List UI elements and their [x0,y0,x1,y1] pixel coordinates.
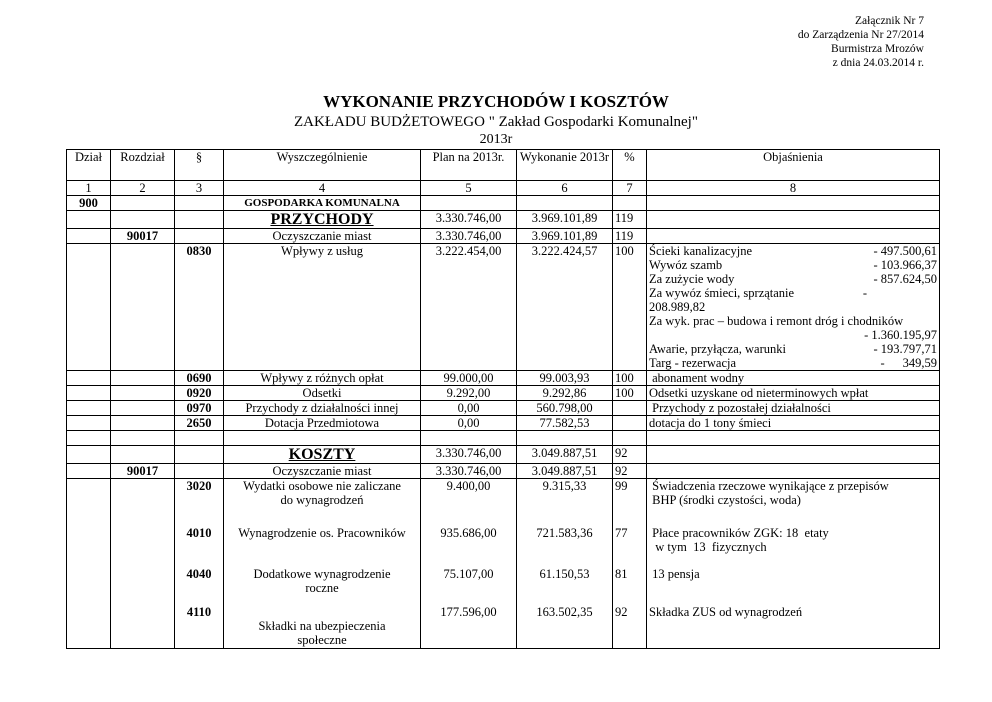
paragraph-plan: 0,00 [421,401,517,416]
note-line: - 1.360.195,97 [864,328,937,342]
rozdzial-code: 90017 [111,464,175,479]
annex-line: Burmistrza Mrozów [831,43,924,55]
header-row [67,150,940,181]
paragraph-name: Wynagrodzenie os. Pracowników [224,519,421,567]
column-number: 7 [613,181,647,196]
paragraph-wykonanie: 9.292,86 [517,386,613,401]
paragraph-wykonanie: 560.798,00 [517,401,613,416]
column-number: 3 [175,181,224,196]
paragraph-percent: 81 [613,567,647,605]
annex-header [798,14,924,70]
note-line: 208.989,82 [649,300,706,314]
header-rozdzial: Rozdział [111,150,175,181]
table-row [67,479,940,519]
column-number: 5 [421,181,517,196]
koszty-wykonanie: 3.049.887,51 [517,446,613,464]
note-line: Za wyk. prac – budowa i remont dróg i chodników [649,314,904,328]
paragraph-note: Składka ZUS od wynagrodzeń [647,605,940,649]
paragraph-wykonanie: 721.583,36 [517,519,613,567]
koszty-label: KOSZTY [288,446,356,463]
note-line: Awarie, przyłącza, warunki - 193.797,71 [649,342,937,356]
column-number: 6 [517,181,613,196]
section-name: GOSPODARKA KOMUNALNA [224,196,421,211]
paragraph-name: Wpływy z różnych opłat [224,371,421,386]
section-row [67,196,940,211]
header-percent: % [613,150,647,181]
paragraph-note: Przychody z pozostałej działalności [647,401,940,416]
table-row [67,567,940,605]
document-title: WYKONANIE PRZYCHODÓW I KOSZTÓW [323,92,669,111]
paragraph-code: 4010 [175,519,224,567]
paragraph-plan: 9.400,00 [421,479,517,519]
paragraph-note: 13 pensja [647,567,940,605]
table-row [67,229,940,244]
table-row [67,605,940,649]
note-line: Za wywóz śmieci, sprzątanie - [649,286,867,300]
table-row [67,519,940,567]
rozdzial-code: 90017 [111,229,175,244]
paragraph-name: Przychody z działalności innej [224,401,421,416]
table-row [67,386,940,401]
paragraph-wykonanie: 3.222.424,57 [517,244,613,371]
paragraph-percent: 77 [613,519,647,567]
paragraph-plan: 935.686,00 [421,519,517,567]
rozdzial-wykonanie: 3.049.887,51 [517,464,613,479]
paragraph-percent [613,416,647,431]
paragraph-wykonanie: 61.150,53 [517,567,613,605]
przychody-total-row [67,211,940,229]
paragraph-code: 0830 [175,244,224,371]
document-subtitle: ZAKŁADU BUDŻETOWEGO " Zakład Gospodarki Komunalnej" [294,114,698,130]
note-line: Za zużycie wody - 857.624,50 [649,272,937,286]
paragraph-percent: 92 [613,605,647,649]
paragraph-name: Dotacja Przedmiotowa [224,416,421,431]
header-dzial: Dział [67,150,111,181]
koszty-total-row [67,446,940,464]
section-dzial: 900 [67,196,111,211]
paragraph-percent [613,401,647,416]
header-paragraph: § [175,150,224,181]
note-line: Wywóz szamb - 103.966,37 [649,258,937,272]
rozdzial-name: Oczyszczanie miast [224,464,421,479]
przychody-label: PRZYCHODY [270,211,374,228]
header-objasnienia: Objaśnienia [647,150,940,181]
paragraph-wykonanie: 163.502,35 [517,605,613,649]
table-row [67,401,940,416]
paragraph-name: Dodatkowe wynagrodzenie roczne [224,567,421,605]
paragraph-name: Odsetki [224,386,421,401]
header-plan: Plan na 2013r. [421,150,517,181]
paragraph-plan: 75.107,00 [421,567,517,605]
paragraph-code: 4040 [175,567,224,605]
table-row [67,416,940,431]
paragraph-wykonanie: 9.315,33 [517,479,613,519]
column-number: 4 [224,181,421,196]
table-row [67,244,940,371]
annex-line: z dnia 24.03.2014 r. [832,57,924,69]
paragraph-percent: 99 [613,479,647,519]
paragraph-percent: 100 [613,244,647,371]
paragraph-note: Odsetki uzyskane od nieterminowych wpłat [647,386,940,401]
column-number: 2 [111,181,175,196]
paragraph-plan: 99.000,00 [421,371,517,386]
przychody-percent: 119 [613,211,647,229]
column-number-row [67,181,940,196]
paragraph-plan: 3.222.454,00 [421,244,517,371]
rozdzial-wykonanie: 3.969.101,89 [517,229,613,244]
header-wyszczegolnienie: Wyszczególnienie [224,150,421,181]
paragraph-code: 3020 [175,479,224,519]
paragraph-wykonanie: 77.582,53 [517,416,613,431]
paragraph-code: 0970 [175,401,224,416]
paragraph-code: 4110 [175,605,224,649]
paragraph-code: 0920 [175,386,224,401]
paragraph-percent: 100 [613,386,647,401]
header-wykonanie: Wykonanie 2013r [517,150,613,181]
paragraph-code: 0690 [175,371,224,386]
document-year: 2013r [479,132,513,147]
paragraph-percent: 100 [613,371,647,386]
rozdzial-percent: 92 [613,464,647,479]
paragraph-note: Świadczenia rzeczowe wynikające z przepisów BHP (środki czystości, woda) [647,479,940,519]
paragraph-plan: 0,00 [421,416,517,431]
przychody-wykonanie: 3.969.101,89 [517,211,613,229]
table-row [67,371,940,386]
paragraph-note: dotacja do 1 tony śmieci [647,416,940,431]
paragraph-name: Wydatki osobowe nie zaliczane do wynagrodzeń [224,479,421,519]
paragraph-note: Płace pracowników ZGK: 18 etaty w tym 13 fizycznych [647,519,940,567]
column-number: 8 [647,181,940,196]
rozdzial-percent: 119 [613,229,647,244]
column-number: 1 [67,181,111,196]
annex-line: Załącznik Nr 7 [855,15,924,27]
paragraph-plan: 177.596,00 [421,605,517,649]
note-line: Targ - rezerwacja - 349,59 [649,356,937,370]
notes-0830 [647,244,940,371]
paragraph-code: 2650 [175,416,224,431]
przychody-plan: 3.330.746,00 [421,211,517,229]
report-table [66,149,940,649]
annex-line: do Zarządzenia Nr 27/2014 [797,29,924,41]
rozdzial-plan: 3.330.746,00 [421,464,517,479]
paragraph-plan: 9.292,00 [421,386,517,401]
paragraph-name: Składki na ubezpieczenia społeczne [224,605,421,649]
koszty-percent: 92 [613,446,647,464]
paragraph-wykonanie: 99.003,93 [517,371,613,386]
koszty-plan: 3.330.746,00 [421,446,517,464]
rozdzial-name: Oczyszczanie miast [224,229,421,244]
rozdzial-plan: 3.330.746,00 [421,229,517,244]
spacer-row [67,431,940,446]
note-line: Ścieki kanalizacyjne - 497.500,61 [649,244,937,258]
paragraph-name: Wpływy z usług [224,244,421,371]
paragraph-note: abonament wodny [647,371,940,386]
table-row [67,464,940,479]
